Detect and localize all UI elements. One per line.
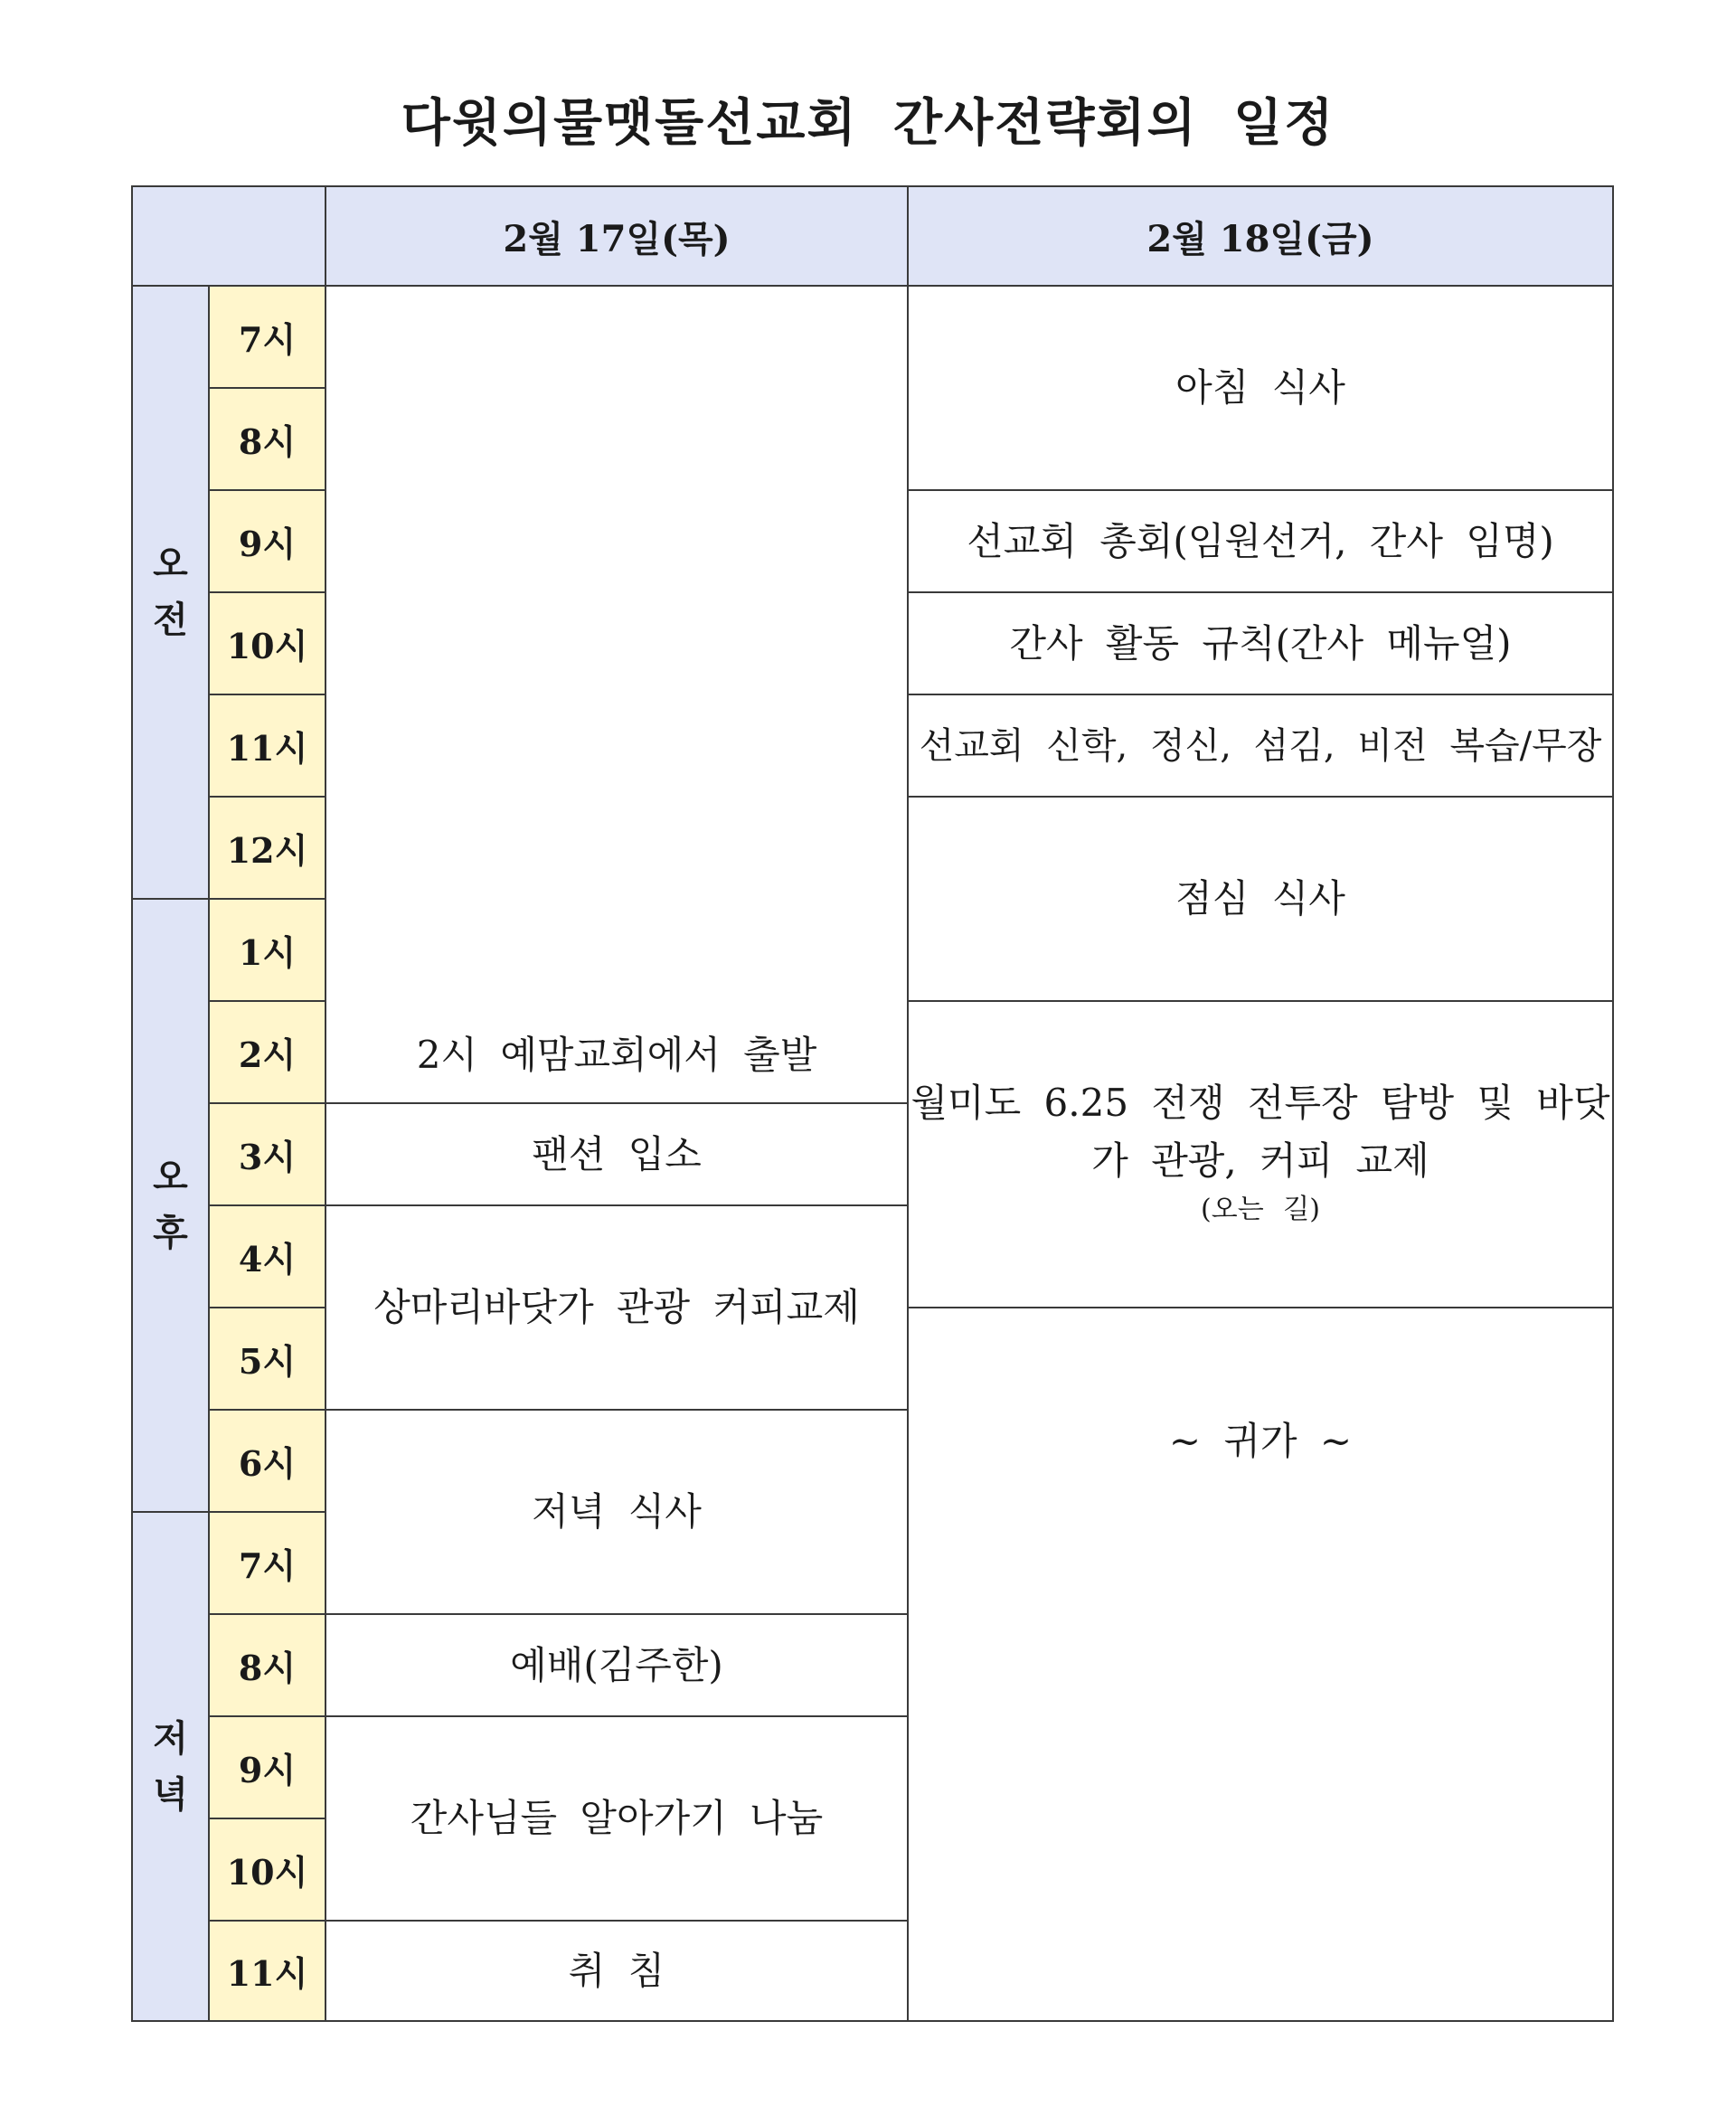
period-afternoon-char-2: 후	[153, 1212, 188, 1254]
day2-event-note: (오는 길)	[1201, 1194, 1320, 1225]
day1-event: 간사님들 알아가기 나눔	[326, 1716, 908, 1921]
hour-cell: 10시	[209, 1818, 326, 1921]
hour-cell: 12시	[209, 797, 326, 899]
day2-event: 선교회 신학, 정신, 섬김, 비전 복습/무장	[908, 694, 1613, 797]
hour-cell: 8시	[209, 388, 326, 490]
period-evening	[132, 1512, 209, 2021]
day2-event: ~ 귀가 ~	[908, 1308, 1613, 2021]
day1-event: 취 침	[326, 1921, 908, 2021]
hour-cell: 11시	[209, 1921, 326, 2021]
day1-event: 2시 예맘교회에서 출발	[326, 286, 908, 1103]
hour-cell: 7시	[209, 1512, 326, 1614]
page-title: 다윗의물맷돌선교회 간사전략회의 일정	[401, 94, 1335, 153]
period-evening-char-1: 저	[153, 1716, 188, 1760]
hour-cell: 10시	[209, 592, 326, 694]
hour-cell: 5시	[209, 1308, 326, 1410]
corner-cell	[132, 186, 326, 286]
day1-event: 팬션 입소	[326, 1103, 908, 1205]
period-afternoon	[132, 899, 209, 1512]
day2-event: 선교회 총회(임원선거, 간사 임명)	[908, 490, 1613, 592]
hour-cell: 9시	[209, 1716, 326, 1818]
hour-cell: 4시	[209, 1205, 326, 1308]
hour-cell: 7시	[209, 286, 326, 388]
day2-event: 아침 식사	[908, 286, 1613, 490]
day1-event: 예배(김주한)	[326, 1614, 908, 1716]
period-afternoon-char-1: 오	[153, 1156, 188, 1198]
hour-cell: 8시	[209, 1614, 326, 1716]
day2-event: 간사 활동 규칙(간사 메뉴얼)	[908, 592, 1613, 694]
hour-cell: 6시	[209, 1410, 326, 1512]
hour-cell: 3시	[209, 1103, 326, 1205]
hour-cell: 2시	[209, 1001, 326, 1103]
period-morning	[132, 286, 209, 899]
day2-event-excursion	[908, 1001, 1613, 1308]
day1-event: 저녁 식사	[326, 1410, 908, 1614]
period-morning-char-1: 오	[153, 543, 188, 585]
period-morning-char-2: 전	[153, 599, 188, 641]
hour-cell: 1시	[209, 899, 326, 1001]
header-row	[132, 186, 1613, 286]
day2-event: 월미도 6.25 전쟁 전투장 탐방 및 바닷가 관광, 커피 교제	[910, 1081, 1610, 1183]
hour-cell: 11시	[209, 694, 326, 797]
day1-header: 2월 17일(목)	[326, 186, 908, 286]
day1-event: 상마리바닷가 관광 커피교제	[326, 1205, 908, 1410]
period-evening-char-2: 녁	[153, 1772, 188, 1816]
day2-header: 2월 18일(금)	[908, 186, 1613, 286]
schedule-table	[131, 185, 1614, 2022]
hour-cell: 9시	[209, 490, 326, 592]
day2-event: 점심 식사	[908, 797, 1613, 1001]
